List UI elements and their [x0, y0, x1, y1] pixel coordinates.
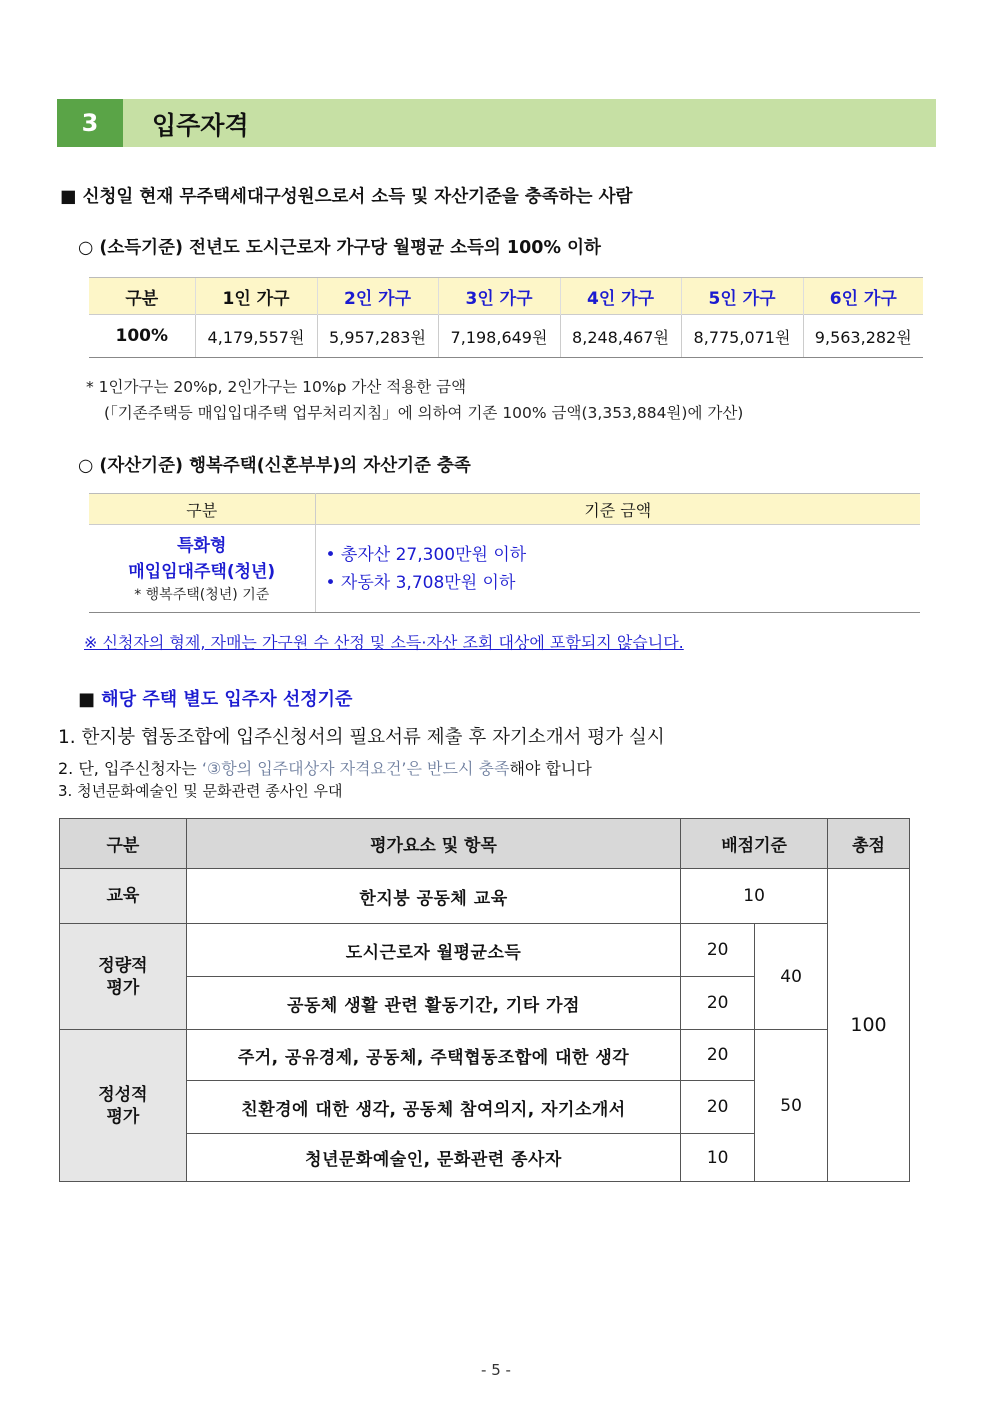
eval-cat-qualitative: 정성적 평가	[60, 1030, 187, 1182]
eval-item-quant-2: 공동체 생활 관련 활동기간, 기타 가점	[186, 977, 680, 1030]
income-note-2: (「기존주택등 매입입대주택 업무처리지침」에 의하여 기존 100% 금액(3,353,884원)에 가산)	[104, 404, 744, 422]
income-header-1p: 1인 가구	[195, 278, 317, 315]
eval-subtotal-quant: 40	[755, 924, 828, 1030]
selection-item-3: 3. 청년문화예술인 및 문화관련 종사인 우대	[58, 782, 343, 800]
eval-score-qual-1: 20	[681, 1030, 755, 1081]
section-title: 입주자격	[152, 111, 249, 140]
eval-header-total: 총점	[828, 819, 910, 869]
selection-heading-mark: ■	[78, 689, 96, 710]
selection-heading-text: 해당 주택 별도 입주자 선정기준	[101, 689, 353, 710]
selection-item-2-suffix: 해야 합니다	[509, 759, 592, 778]
eval-score-quant-2: 20	[681, 977, 755, 1030]
income-cell-1p: 4,179,557원	[195, 315, 317, 358]
income-cell-6p: 9,563,282원	[803, 315, 923, 358]
asset-table	[89, 493, 920, 613]
page-number: - 5 -	[481, 1361, 511, 1379]
eval-header-category: 구분	[60, 819, 187, 869]
income-cell-pct: 100%	[89, 315, 195, 358]
asset-table-header	[89, 494, 920, 525]
eval-item-quant-1: 도시근로자 월평균소득	[186, 924, 680, 977]
income-header-2p: 2인 가구	[317, 278, 438, 315]
eval-cat-education: 교육	[60, 869, 187, 924]
asset-criteria-total: • 총자산 27,300만원 이하	[325, 544, 527, 565]
eval-item-qual-2: 친환경에 대한 생각, 공동체 참여의지, 자기소개서	[186, 1081, 680, 1134]
eval-score-quant-1: 20	[681, 924, 755, 977]
selection-item-2-quote: ‘③항의 입주대상자 자격요건’은 반드시 충족	[201, 759, 510, 778]
income-header-3p: 3인 가구	[438, 278, 560, 315]
eval-subtotal-qual: 50	[755, 1030, 828, 1182]
income-note-1: * 1인가구는 20%p, 2인가구는 10%p 가산 적용한 금액	[86, 378, 467, 396]
income-table-header	[89, 278, 923, 315]
eval-row-qual-1	[60, 1030, 910, 1081]
income-cell-2p: 5,957,283원	[317, 315, 438, 358]
asset-table-row	[89, 525, 920, 613]
selection-item-2-prefix: 2. 단, 입주신청자는	[58, 759, 202, 778]
eval-total: 100	[828, 869, 910, 1182]
eval-header-score: 배점기준	[681, 819, 828, 869]
asset-header-category: 구분	[89, 494, 315, 525]
evaluation-table-header	[60, 819, 910, 869]
income-cell-4p: 8,248,467원	[560, 315, 681, 358]
income-table	[89, 277, 923, 358]
heading-eligibility: ■ 신청일 현재 무주택세대구성원으로서 소득 및 자산기준을 충족하는 사람	[60, 187, 633, 207]
income-header-6p: 6인 가구	[803, 278, 923, 315]
eval-header-items: 평가요소 및 항목	[186, 819, 680, 869]
income-header-4p: 4인 가구	[560, 278, 681, 315]
asset-header-amount: 기준 금액	[315, 494, 920, 525]
income-table-row	[89, 315, 923, 358]
eval-score-education: 10	[681, 869, 828, 924]
eval-score-qual-3: 10	[681, 1134, 755, 1182]
eval-cat-quantitative: 정량적 평가	[60, 924, 187, 1030]
eval-row-quant-1	[60, 924, 910, 977]
eval-item-qual-1: 주거, 공유경제, 공동체, 주택협동조합에 대한 생각	[186, 1030, 680, 1081]
eval-item-education: 한지붕 공동체 교육	[186, 869, 680, 924]
selection-item-1: 1. 한지붕 협동조합에 입주신청서의 필요서류 제출 후 자기소개서 평가 실시	[58, 727, 665, 748]
asset-criteria-cell	[315, 525, 920, 613]
notice-text: ※ 신청자의 형제, 자매는 가구원 수 산정 및 소득·자산 조회 대상에 포함되지 않습니다.	[84, 633, 684, 652]
income-header-category: 구분	[89, 278, 195, 315]
income-cell-5p: 8,775,071원	[681, 315, 803, 358]
asset-type-line2: 매입임대주택(청년)	[128, 561, 276, 582]
income-heading: ○ (소득기준) 전년도 도시근로자 가구당 월평균 소득의 100% 이하	[78, 238, 601, 258]
asset-criteria-car: • 자동차 3,708만원 이하	[325, 572, 516, 593]
selection-item-2	[58, 756, 592, 779]
evaluation-table	[59, 818, 910, 1182]
section-number: 3	[57, 99, 123, 147]
asset-type-line1: 특화형	[177, 535, 227, 556]
asset-type-note: * 행복주택(청년) 기준	[134, 586, 270, 603]
asset-type-cell	[89, 525, 315, 613]
income-header-5p: 5인 가구	[681, 278, 803, 315]
eval-score-qual-2: 20	[681, 1081, 755, 1134]
eval-item-qual-3: 청년문화예술인, 문화관련 종사자	[186, 1134, 680, 1182]
selection-heading	[78, 685, 352, 711]
eval-row-education	[60, 869, 910, 924]
income-cell-3p: 7,198,649원	[438, 315, 560, 358]
asset-heading: ○ (자산기준) 행복주택(신혼부부)의 자산기준 충족	[78, 456, 471, 476]
